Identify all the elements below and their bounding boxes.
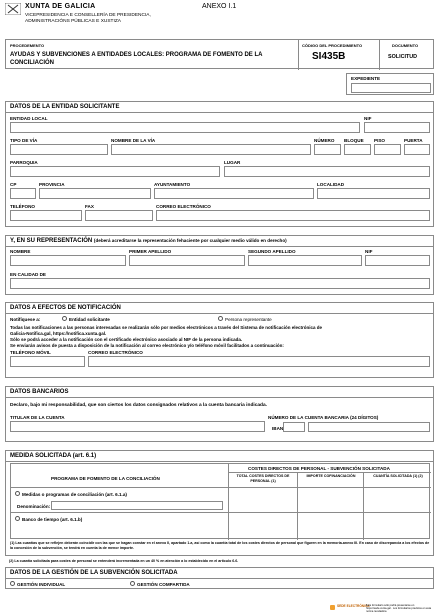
movil-label: TELÉFONO MÓVIL bbox=[10, 350, 51, 355]
cp-input[interactable] bbox=[10, 188, 36, 199]
procedure-title: AYUDAS Y SUBVENCIONES A ENTIDADES LOCALES: PROGRAMA DE FOMENTO DE LA CONCILIACIÓN bbox=[10, 52, 263, 66]
notif-correo-label: CORREO ELECTRÓNICO bbox=[88, 350, 143, 355]
cuenta-input[interactable] bbox=[308, 422, 430, 432]
radio-persona-representante[interactable] bbox=[218, 316, 223, 321]
notifiquese-label: Notifíquese a: bbox=[10, 317, 41, 322]
bancarios-section bbox=[5, 386, 434, 442]
notif-correo-input[interactable] bbox=[88, 356, 430, 367]
note1: (1) Las cuantías que se reflejen deberán coincidir con las que se hagan constar en el anexo II, apartado 1.a, así como la cuantía total de los costes directos de personal que figuren en la memoria-anexo III. En caso de discrepancia a los efectos de la concesión de la subvención, se tendrá en cuenta la de menor importe. bbox=[10, 541, 430, 550]
piso-label: PISO bbox=[374, 138, 385, 143]
costes-header: COSTES DIRECTOS DE PERSONAL - SUBVENCIÓN SOLICITADA bbox=[248, 466, 390, 471]
notif-line4: Se enviarán avisos de puesta a disposición de la notificación al correo electrónico y/o teléfono móvil facilitados a continuación: bbox=[10, 343, 284, 348]
dept-line1: VICEPRESIDENCIA E CONSELLERÍA DE PRESIDENCIA, bbox=[25, 13, 151, 18]
footer bbox=[330, 604, 435, 613]
fax-input[interactable] bbox=[85, 210, 153, 221]
section-title: DATOS A EFECTOS DE NOTIFICACIÓN bbox=[10, 305, 121, 311]
rep-nif-label: NIF bbox=[365, 249, 373, 254]
tipo-via-input[interactable] bbox=[10, 144, 108, 155]
notif-line3: Sólo se podrá acceder a la notificación con el certificado electrónico asociado al NIF de la persona indicada. bbox=[10, 337, 243, 342]
section-title: DATOS BANCARIOS bbox=[10, 389, 69, 395]
provincia-input[interactable] bbox=[39, 188, 151, 199]
denominacion-input[interactable] bbox=[51, 501, 223, 510]
rep-primer-apellido-label: PRIMER APELLIDO bbox=[129, 249, 172, 254]
numero-cuenta-label: NÚMERO DE LA CUENTA BANCARIA (24 DÍGITOS) bbox=[268, 415, 379, 420]
section-title: Y, EN SU REPRESENTACIÓN bbox=[10, 238, 93, 244]
expediente-box bbox=[346, 73, 434, 95]
numero-label: NÚMERO bbox=[314, 138, 335, 143]
section-title: DATOS DE LA GESTIÓN DE LA SUBVENCIÓN SOLICITADA bbox=[10, 570, 178, 576]
radio-persona-label: Persona representante bbox=[225, 317, 272, 322]
notif-line1: Todas las notificaciones a las personas interesadas se realizarán sólo por medios electrónicos a través del Sistema de notificación electrónica de bbox=[10, 325, 323, 330]
gestion-compartida-label: GESTIÓN COMPARTIDA bbox=[137, 582, 190, 587]
tipo-via-label: TIPO DE VÍA bbox=[10, 138, 38, 143]
col2-header: IMPORTE COFINANCIACIÓN bbox=[306, 474, 356, 478]
movil-input[interactable] bbox=[10, 356, 85, 367]
expediente-input[interactable] bbox=[351, 83, 431, 93]
gestion-individual-label: GESTIÓN INDIVIDUAL bbox=[17, 582, 66, 587]
header bbox=[5, 3, 434, 33]
solicitante-section bbox=[5, 101, 434, 227]
ayuntamiento-label: AYUNTAMIENTO bbox=[154, 182, 191, 187]
procedure-code: SI435B bbox=[312, 51, 346, 62]
correo-label: CORREO ELECTRÓNICO bbox=[156, 204, 211, 209]
col1-header: TOTAL COSTES DIRECTOS DE PERSONAL (1) bbox=[236, 474, 290, 483]
procedure-bar bbox=[5, 39, 434, 69]
footer-text: Este formulario sólo podrá presentarse en https://sede.xunta.gal · Los formularios previstos en esta norma reguladora bbox=[366, 604, 432, 612]
representacion-section bbox=[5, 235, 434, 295]
ayuntamiento-input[interactable] bbox=[154, 188, 314, 199]
telefono-input[interactable] bbox=[10, 210, 82, 221]
radio-entidad-solicitante[interactable] bbox=[62, 316, 67, 321]
annex-label: ANEXO I.1 bbox=[202, 3, 237, 10]
nombre-via-label: NOMBRE DE LA VÍA bbox=[111, 138, 156, 143]
xunta-logo-icon bbox=[5, 3, 21, 15]
entidad-local-label: ENTIDAD LOCAL bbox=[10, 116, 48, 121]
nombre-via-input[interactable] bbox=[111, 144, 311, 155]
doc-type: SOLICITUD bbox=[388, 54, 418, 60]
radio-gestion-individual[interactable] bbox=[10, 581, 15, 586]
parroquia-label: PARROQUIA bbox=[10, 160, 38, 165]
sede-icon bbox=[330, 605, 335, 610]
piso-input[interactable] bbox=[374, 144, 401, 155]
correo-input[interactable] bbox=[156, 210, 430, 221]
row2-label: Banco de tiempo (art. 6.1.b) bbox=[22, 517, 83, 522]
section-title: DATOS DE LA ENTIDAD SOLICITANTE bbox=[10, 104, 120, 110]
note2: (2) La cuantía solicitada para costes de personal se entenderá incrementada en un 40 % en atención a lo establecido en el artículo 6.6. bbox=[9, 559, 239, 563]
lugar-label: LUGAR bbox=[224, 160, 241, 165]
row1-label: Medidas o programas de conciliación (art. 6.1.a) bbox=[22, 492, 127, 497]
section-title-wrap bbox=[10, 238, 287, 244]
declaro-text: Declaro, bajo mi responsabilidad, que son ciertos los datos consignados relativos a la cuenta bancaria indicada. bbox=[10, 403, 267, 408]
gestion-section bbox=[5, 567, 434, 589]
section-note: (deberá acreditarse la representación fehaciente por cualquier medio válido en derecho) bbox=[93, 238, 287, 243]
rep-primer-apellido-input[interactable] bbox=[129, 255, 245, 266]
denominacion-label: Denominación: bbox=[17, 504, 51, 509]
bloque-input[interactable] bbox=[344, 144, 371, 155]
rep-nif-input[interactable] bbox=[365, 255, 430, 266]
col3-header: CUANTÍA SOLICITADA (1) (2) bbox=[373, 474, 423, 478]
medida-table bbox=[10, 463, 430, 539]
provincia-label: PROVINCIA bbox=[39, 182, 65, 187]
fax-label: FAX bbox=[85, 204, 94, 209]
notif-line2: Galicia-Notifica.gal, https://notifica.xunta.gal. bbox=[10, 331, 107, 336]
bloque-label: BLOQUE bbox=[344, 138, 364, 143]
dept-line2: ADMINISTRACIÓNS PÚBLICAS E XUSTIZA bbox=[25, 19, 121, 24]
rep-nombre-label: NOMBRE bbox=[10, 249, 31, 254]
entidad-local-input[interactable] bbox=[10, 122, 360, 133]
rep-segundo-apellido-label: SEGUNDO APELLIDO bbox=[248, 249, 296, 254]
radio-banco-tiempo[interactable] bbox=[15, 516, 20, 521]
lugar-input[interactable] bbox=[224, 166, 430, 177]
radio-entidad-label: Entidad solicitante bbox=[69, 317, 110, 322]
rep-segundo-apellido-input[interactable] bbox=[248, 255, 362, 266]
section-title: MEDIDA SOLICITADA (art. 6.1) bbox=[10, 453, 97, 459]
nif-label: NIF bbox=[364, 116, 372, 121]
parroquia-input[interactable] bbox=[10, 166, 220, 177]
radio-gestion-compartida[interactable] bbox=[130, 581, 135, 586]
radio-medidas-programas[interactable] bbox=[15, 491, 20, 496]
titular-input[interactable] bbox=[10, 421, 265, 432]
sede-label: SEDE ELECTRÓNICA bbox=[337, 604, 370, 608]
nif-input[interactable] bbox=[364, 122, 430, 133]
expediente-label: EXPEDIENTE bbox=[351, 76, 381, 81]
iban-label: IBAN bbox=[272, 426, 284, 431]
cp-label: CP bbox=[10, 182, 17, 187]
iban-input[interactable] bbox=[283, 422, 305, 432]
rep-en-calidad-label: EN CALIDAD DE bbox=[10, 272, 46, 277]
telefono-label: TELÉFONO bbox=[10, 204, 36, 209]
code-label: CÓDIGO DEL PROCEDIMIENTO bbox=[302, 43, 363, 48]
localidad-label: LOCALIDAD bbox=[317, 182, 345, 187]
logo-text: XUNTA DE GALICIA bbox=[25, 3, 96, 10]
numero-input[interactable] bbox=[314, 144, 341, 155]
medida-section bbox=[5, 450, 434, 556]
rep-en-calidad-input[interactable] bbox=[10, 278, 430, 289]
notificacion-section bbox=[5, 302, 434, 378]
procedure-label: PROCEDEMENTO bbox=[10, 43, 45, 48]
puerta-input[interactable] bbox=[404, 144, 430, 155]
doc-label: DOCUMENTO bbox=[392, 43, 419, 48]
localidad-input[interactable] bbox=[317, 188, 430, 199]
titular-label: TITULAR DE LA CUENTA bbox=[10, 415, 65, 420]
puerta-label: PUERTA bbox=[404, 138, 423, 143]
rep-nombre-input[interactable] bbox=[10, 255, 126, 266]
programa-header: PROGRAMA DE FOMENTO DE LA CONCILIACIÓN bbox=[51, 476, 160, 481]
